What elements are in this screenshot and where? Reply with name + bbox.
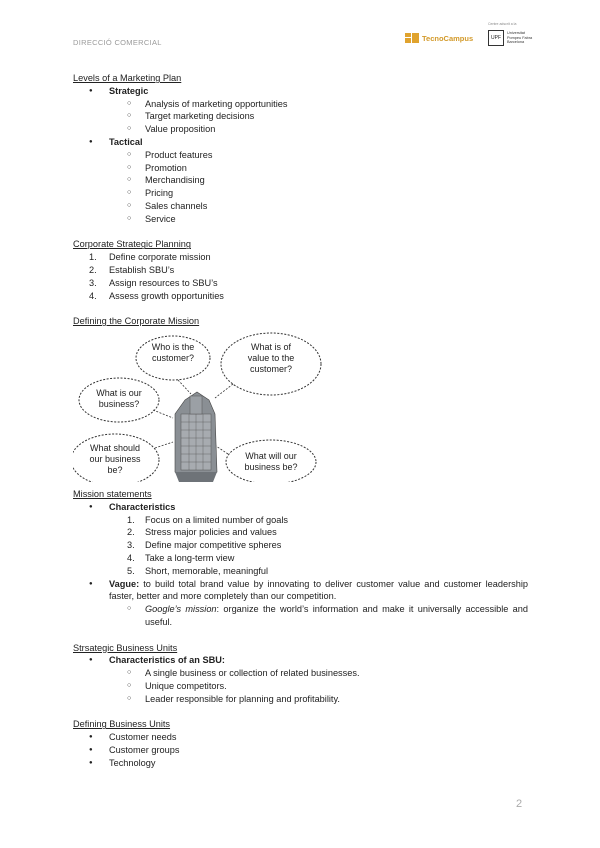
vague-item: ● Vague: to build total brand value by innovating to deliver customer value and customer leadership faster, better and more completely than our competition. bbox=[73, 578, 528, 604]
document-body bbox=[73, 72, 528, 769]
tecnocampus-logo-icon bbox=[405, 33, 419, 43]
levels-heading: Levels of a Marketing Plan bbox=[73, 73, 182, 83]
list-item: ○ Value proposition bbox=[73, 123, 528, 136]
bubble-value-text: What is of value to the customer? bbox=[247, 341, 295, 374]
bubble-business-text: What is our business? bbox=[96, 387, 142, 409]
list-item: ○ Product features bbox=[73, 149, 528, 162]
list-item: 2. Stress major policies and values bbox=[127, 527, 277, 538]
tactical-label: ● Tactical bbox=[73, 136, 528, 149]
upf-line: Pompeu Fabra bbox=[507, 35, 533, 40]
list-item: 1. Define corporate mission bbox=[89, 252, 211, 263]
list-item: ○ A single business or collection of related businesses. bbox=[73, 667, 528, 680]
sbu-label: ● Characteristics of an SBU: bbox=[73, 654, 528, 667]
tecnocampus-logo bbox=[405, 33, 473, 43]
upf-logo-caption: Centre adscrit a la bbox=[488, 22, 517, 26]
list-item: 5. Short, memorable, meaningful bbox=[127, 565, 269, 576]
mission-heading: Defining the Corporate Mission bbox=[73, 316, 200, 327]
bubble-should-text: What should our business be? bbox=[89, 442, 141, 475]
list-item: ● Technology bbox=[73, 757, 528, 770]
list-item: 1. Focus on a limited number of goals bbox=[127, 514, 288, 525]
tecnocampus-logo-text: TecnoCampus bbox=[422, 33, 474, 43]
list-item: 3. Assign resources to SBU’s bbox=[89, 277, 218, 288]
characteristics-label: ● Characteristics bbox=[73, 501, 528, 514]
bubble-will-text: What will our business be? bbox=[244, 450, 298, 472]
upf-logo bbox=[488, 22, 532, 46]
mission-diagram bbox=[73, 332, 333, 482]
upf-line: Universitat bbox=[507, 31, 525, 36]
list-item: ● Customer groups bbox=[73, 744, 528, 757]
list-item: ○ Leader responsible for planning and profitability. bbox=[73, 693, 528, 706]
list-item: 4. Take a long-term view bbox=[127, 552, 235, 563]
list-item: 4. Assess growth opportunities bbox=[89, 290, 224, 301]
list-item: 3. Define major competitive spheres bbox=[127, 540, 282, 551]
list-item: ● Customer needs bbox=[73, 731, 528, 744]
list-item: ○ Sales channels bbox=[73, 200, 528, 213]
list-item: ○ Pricing bbox=[73, 187, 528, 200]
sbu-heading: Strsategic Business Units bbox=[73, 642, 178, 653]
strategic-label: ● Strategic bbox=[73, 85, 528, 98]
list-item: ○ Promotion bbox=[73, 162, 528, 175]
corporate-heading: Corporate Strategic Planning bbox=[73, 239, 191, 250]
building-icon bbox=[175, 392, 217, 482]
page-number: 2 bbox=[516, 798, 523, 810]
google-mission-item: ○ Google’s mission: organize the world’s information and make it universally accessible and useful. bbox=[73, 603, 528, 629]
list-item: ○ Unique competitors. bbox=[73, 680, 528, 693]
list-item: 2. Establish SBU’s bbox=[89, 264, 175, 275]
list-item: ○ Service bbox=[73, 213, 528, 226]
upf-line: Barcelona bbox=[507, 40, 525, 45]
upf-mark-icon: UPF bbox=[488, 30, 504, 46]
list-item: ○ Analysis of marketing opportunities bbox=[73, 98, 528, 111]
defining-heading: Defining Business Units bbox=[73, 719, 171, 730]
bubble-customer-text: Who is the customer? bbox=[151, 341, 195, 363]
statements-heading: Mission statements bbox=[73, 488, 152, 499]
header-section-title: DIRECCIÓ COMERCIAL bbox=[73, 38, 162, 47]
list-item: ○ Target marketing decisions bbox=[73, 110, 528, 123]
list-item: ○ Merchandising bbox=[73, 174, 528, 187]
